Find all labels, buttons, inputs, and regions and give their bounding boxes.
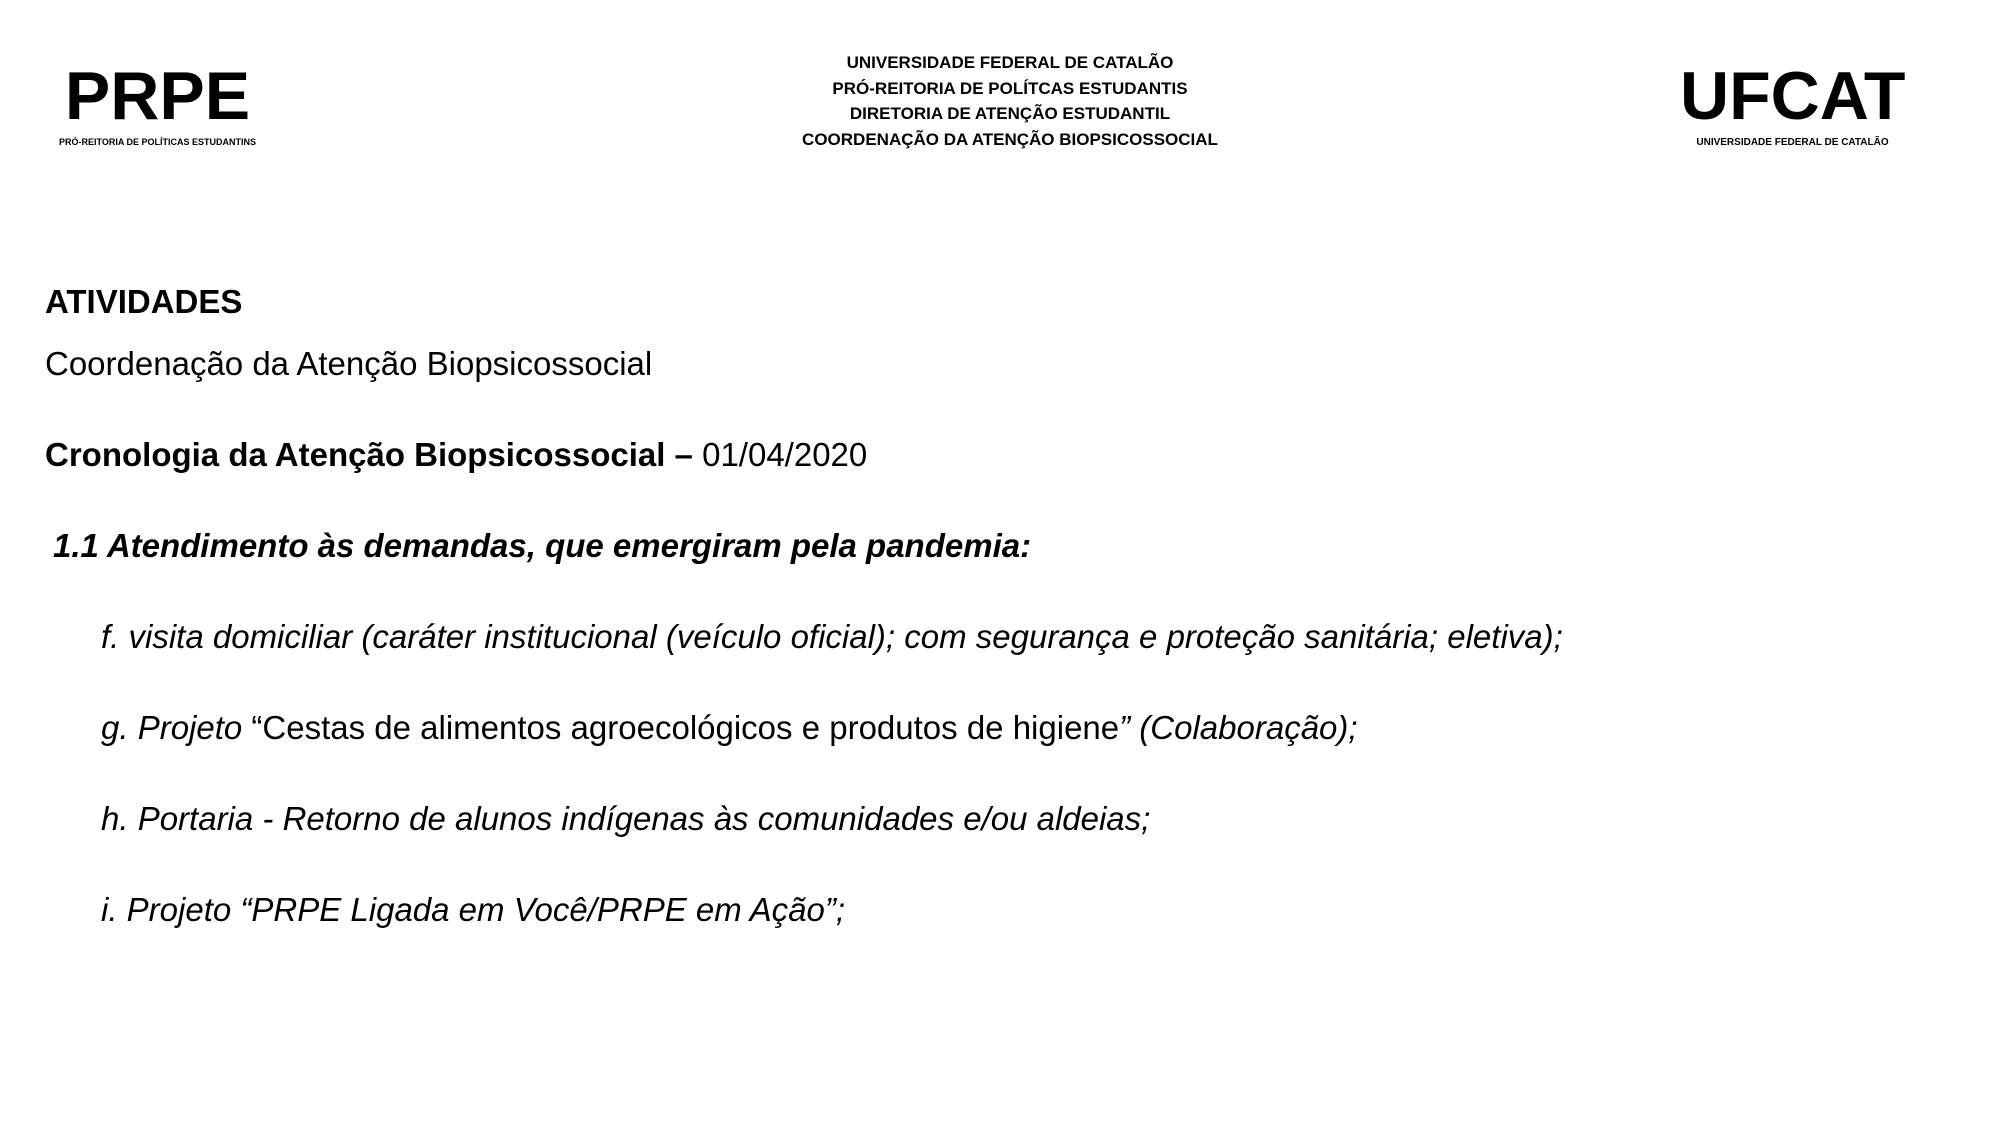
chronology-date: 01/04/2020 <box>692 436 868 473</box>
prpe-logo-text: PRPE <box>64 58 251 134</box>
item-heading: 1.1 Atendimento às demandas, que emergiram pela pandemia: <box>53 527 1032 564</box>
ufcat-logo-subtitle: UNIVERSIDADE FEDERAL DE CATALÃO <box>1696 137 1889 148</box>
section-title: ATIVIDADES <box>45 283 243 320</box>
list-item-project-title: “Cestas de alimentos agroecológicos e produtos de higiene <box>251 709 1120 746</box>
section-subtitle: Coordenação da Atenção Biopsicossocial <box>45 345 653 382</box>
prpe-logo <box>50 58 265 148</box>
list-item-prefix: g. Projeto <box>101 709 252 746</box>
list-item: i. Projeto “PRPE Ligada em Você/PRPE em Ação”; <box>101 891 846 928</box>
chronology-label: Cronologia da Atenção Biopsicossocial – <box>45 436 693 473</box>
header-line-coordination: COORDENAÇÃO DA ATENÇÃO BIOPSICOSSOCIAL <box>802 129 1218 149</box>
header-line-university: UNIVERSIDADE FEDERAL DE CATALÃO <box>846 53 1174 72</box>
ufcat-logo <box>1680 58 1905 149</box>
ufcat-logo-text: UFCAT <box>1680 58 1906 134</box>
list-item: h. Portaria - Retorno de alunos indígenas às comunidades e/ou aldeias; <box>101 800 1151 837</box>
list-item: f. visita domiciliar (caráter institucional (veículo oficial); com segurança e proteção sanitária; eletiva); <box>101 618 1563 655</box>
chronology-line <box>45 433 867 477</box>
prpe-logo-subtitle: PRÓ-REITORIA DE POLÍTICAS ESTUDANTINS <box>58 137 256 147</box>
institution-header <box>700 50 1320 152</box>
list-item <box>101 706 1358 750</box>
list-item-suffix: ” (Colaboração); <box>1119 709 1358 746</box>
header-line-directorate: DIRETORIA DE ATENÇÃO ESTUDANTIL <box>849 104 1171 123</box>
header-line-pro-rectory: PRÓ-REITORIA DE POLÍTCAS ESTUDANTIS <box>832 78 1188 98</box>
